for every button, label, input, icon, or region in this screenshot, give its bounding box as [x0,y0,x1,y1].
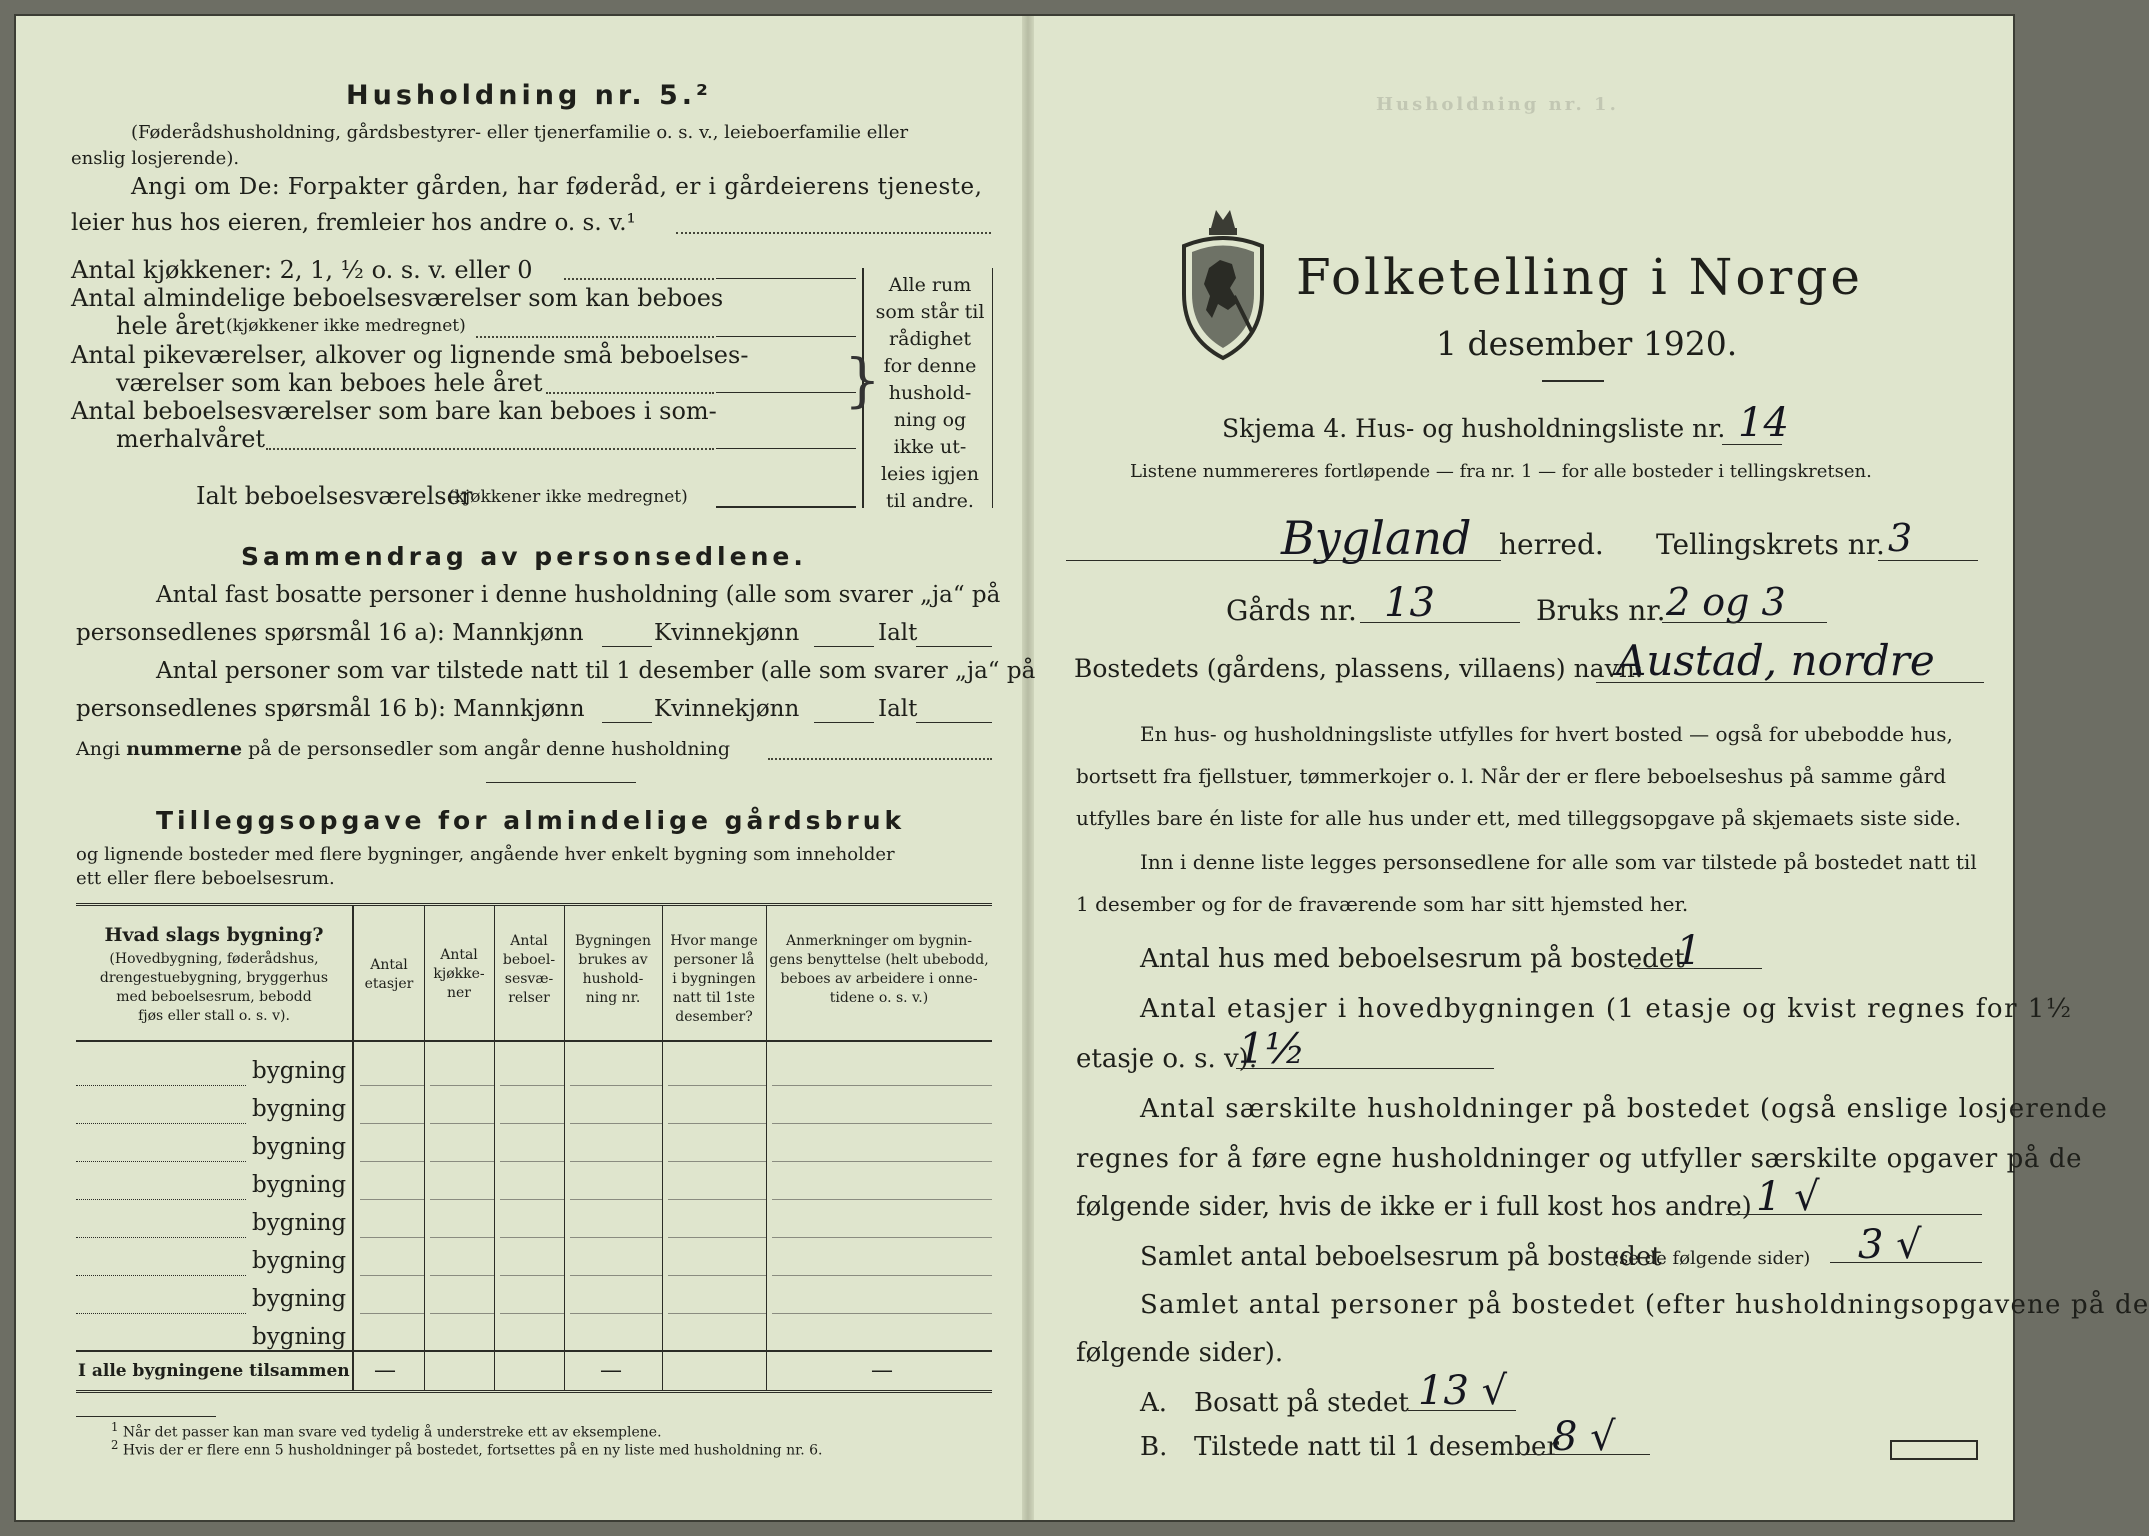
summer-rooms-answer-line [716,448,856,449]
building-cell-line [668,1123,766,1124]
col-remarks-header-line: gens benyttelse (helt ubebodd, [769,952,989,968]
ordinary-rooms-answer-line [716,336,856,337]
building-row [76,1128,992,1166]
summary-title: Sammendrag av personsedlene. [241,542,807,571]
building-row-label: bygning [252,1058,347,1084]
supplement-desc-2: ett eller flere beboelsesrum. [76,868,335,889]
resident-female-label: Kvinnekjønn [654,620,800,646]
col-household-header [564,932,662,1008]
floors-label-1: Antal etasjer i hovedbygningen (1 etasje og kvist regnes for 1½ [1140,994,2073,1024]
household-5-subtitle-1: (Føderådshusholdning, gårdsbestyrer- eller tjenerfamilie o. s. v., leieboerfamilie eller [131,122,909,143]
col-rooms-header-line: beboel- [502,952,556,968]
table-total-top-rule [76,1350,992,1352]
holding-number-label: Bruks nr. [1536,594,1666,627]
building-cell-line [430,1199,494,1200]
building-type-note-line: med beboelsesrum, bebodd [116,989,312,1005]
holding-number: 2 og 3 [1666,580,1786,624]
ordinary-rooms-label-1: Antal almindelige beboelsesværelser som kan beboes [71,284,724,312]
households-count: 1 √ [1756,1174,1820,1220]
building-cell-line [360,1237,424,1238]
resident-count-line [1408,1410,1516,1411]
col-rooms-header-line: Antal [510,933,548,949]
floors-label-2: etasje o. s. v). [1076,1044,1258,1074]
supplement-title: Tilleggsopgave for almindelige gårdsbruk [156,806,906,835]
total-persons-label-2: følgende sider). [1076,1338,1284,1368]
col-persons-header [662,932,766,1027]
building-type-note-line: (Hovedbygning, føderådshus, [109,951,319,967]
col-kitchens-header-line: ner [447,985,471,1001]
building-type-line [76,1085,246,1086]
present-total-label: Ialt [878,696,918,722]
ordinary-rooms-dots [476,336,714,338]
floors-count: 1½ [1238,1024,1306,1073]
bracket-right-rule [992,268,993,508]
residence-name-label: Bostedets (gårdens, plassens, villaens) navn: [1074,654,1644,683]
col-rooms-header-line: sesvæ- [504,971,554,987]
building-cell-line [500,1161,564,1162]
resident-total-label: Ialt [878,620,918,646]
houses-count-label: Antal hus med beboelsesrum på bostedet [1140,944,1685,974]
building-cell-line [772,1275,992,1276]
building-row-label: bygning [252,1172,347,1198]
total-floors-dash: — [374,1358,396,1383]
total-rooms-note: (kjøkkener ikke medregnet) [448,487,688,507]
households-count-line [1726,1214,1982,1215]
form-number-label: Skjema 4. Hus- og husholdningsliste nr. [1222,414,1726,443]
present-male-line [602,722,652,723]
floors-count-line [1236,1068,1494,1069]
building-cell-line [668,1237,766,1238]
farm-number-label: Gårds nr. [1226,594,1357,627]
table-bottom-rule [76,1390,992,1393]
building-row [76,1090,992,1128]
building-cell-line [772,1123,992,1124]
footnote-1-text: Når det passer kan man svare ved tydelig å understreke ett av eksemplene. [122,1424,662,1441]
col-rooms-header-line: relser [508,990,550,1006]
farm-number-line [1360,622,1520,623]
total-household-dash: — [600,1358,622,1383]
building-row [76,1280,992,1318]
col-kitchens-header [424,946,494,1003]
kitchens-answer-line [716,278,856,279]
municipality-label: herred. [1499,528,1604,561]
present-persons-line-2: personsedlenes spørsmål 16 b): Mannkjønn [76,696,585,722]
instructions-line-4: Inn i denne liste legges personsedlene for alle som var tilstede på bostedet natt til [1140,850,1977,874]
kitchens-dots [564,278,714,280]
building-cell-line [360,1161,424,1162]
page-fold [1022,16,1034,1520]
col-kitchens-header-line: Antal [440,947,478,963]
building-type-note-line: drengestuebygning, bryggerhus [99,970,329,986]
building-cell-line [668,1199,766,1200]
col-household-header-line: hushold- [582,971,644,987]
bracket-note-line: for denne [883,355,977,377]
resident-total-line [916,646,992,647]
ordinary-rooms-label-2: hele året [116,312,225,340]
total-remarks-dash: — [871,1358,893,1383]
summer-rooms-label-1: Antal beboelsesværelser som bare kan beboes i som- [71,397,717,425]
municipality-name: Bygland [1281,511,1472,565]
resident-male-line [602,646,652,647]
building-cell-line [360,1313,424,1314]
table-column-rule [766,906,767,1390]
building-cell-line [772,1161,992,1162]
holding-number-line [1662,622,1827,623]
census-date: 1 desember 1920. [1436,324,1738,363]
resident-count: 13 √ [1418,1368,1508,1414]
norway-coat-of-arms-icon [1176,206,1270,366]
building-row-label: bygning [252,1248,347,1274]
building-cell-line [772,1313,992,1314]
building-type-note-line: fjøs eller stall o. s. v). [138,1008,290,1024]
building-cell-line [430,1237,494,1238]
occupancy-question-2: leier hus hos eieren, fremleier hos andre o. s. v.¹ [71,210,636,236]
building-cell-line [668,1275,766,1276]
households-label-3: følgende sider, hvis de ikke er i full kost hos andre) [1076,1192,1752,1222]
col-household-header-line: Bygningen [575,933,651,949]
building-cell-line [668,1085,766,1086]
resident-letter: A. [1140,1388,1168,1418]
building-cell-line [570,1237,662,1238]
building-type-line [76,1123,246,1124]
building-cell-line [500,1313,564,1314]
building-type-line [76,1161,246,1162]
building-cell-line [500,1123,564,1124]
building-row [76,1242,992,1280]
enumeration-district-number: 3 [1888,516,1913,560]
present-persons-line-1: Antal personer som var tilstede natt til 1 desember (alle som svarer „ja“ på [156,658,1036,684]
building-cell-line [500,1085,564,1086]
maid-rooms-dots [546,392,714,394]
building-cell-line [668,1313,766,1314]
household-5-subtitle-2: enslig losjerende). [71,148,240,169]
bracket-note-line: hushold- [888,382,972,404]
instructions-line-3: utfylles bare én liste for alle hus under ett, med tilleggsopgave på skjemaets siste side. [1076,806,1961,830]
footnote-2-text: Hvis der er flere enn 5 husholdninger på bostedet, fortsettes på en ny liste med husholdning nr. 6. [122,1442,823,1459]
present-female-line [814,722,874,723]
building-cell-line [360,1085,424,1086]
building-cell-line [772,1237,992,1238]
col-rooms-header [494,932,564,1008]
resident-label: Bosatt på stedet [1194,1388,1409,1418]
residence-name-line [1596,682,1984,683]
present-label: Tilstede natt til 1 desember [1194,1432,1559,1462]
building-cell-line [570,1085,662,1086]
building-cell-line [570,1199,662,1200]
building-row-label: bygning [252,1324,347,1350]
instructions-line-1: En hus- og husholdningsliste utfylles for hvert bosted — også for ubebodde hus, [1140,722,1953,746]
col-kitchens-header-line: kjøkke- [433,966,485,982]
census-form-sheet [14,14,2149,1522]
district-line [1878,560,1978,561]
resident-female-line [814,646,874,647]
households-label-1: Antal særskilte husholdninger på bostedet (også enslige losjerende [1140,1094,2108,1124]
building-row-label: bygning [252,1134,347,1160]
residence-name: Austad, nordre [1616,636,1935,685]
col-floors-header [354,956,424,994]
footnote-rule [76,1416,216,1417]
household-5-title: Husholdning nr. 5.² [346,80,712,111]
table-column-rule [662,906,663,1390]
occupancy-answer-line [676,232,991,234]
resident-persons-line-1: Antal fast bosatte personer i denne husholdning (alle som svarer „ja“ på [156,582,1001,608]
bracket-brace: } [844,346,881,414]
person-numbers-label [76,738,730,760]
present-count: 8 √ [1552,1414,1616,1460]
total-rooms-place-label: Samlet antal beboelsesrum på bostedet [1140,1242,1662,1272]
col-household-header-line: ning nr. [585,990,641,1006]
maid-rooms-label-1: Antal pikeværelser, alkover og lignende små beboelses- [71,341,749,369]
bracket-note-line: Alle rum [888,274,972,296]
building-cell-line [500,1275,564,1276]
building-cell-line [360,1123,424,1124]
col-persons-header-line: i bygningen [672,971,756,987]
table-column-rule [564,906,565,1390]
present-count-line [1526,1454,1650,1455]
table-column-rule [424,906,425,1390]
maid-rooms-answer-line [716,392,856,393]
person-numbers-line [768,758,992,760]
building-cell-line [570,1275,662,1276]
houses-count-line [1634,968,1762,969]
list-number-line [1722,444,1782,445]
total-rooms-place-note: (se de følgende sider) [1612,1248,1811,1269]
total-rooms-answer-line [716,506,856,508]
col-household-header-line: brukes av [578,952,648,968]
farm-number: 13 [1384,580,1435,626]
rooms-bracket-note [874,272,986,515]
col-persons-header-line: desember? [675,1009,753,1025]
summary-divider [486,782,636,783]
bracket-note-line: ikke ut- [893,436,967,458]
col-floors-header-line: Antal [370,957,408,973]
building-cell-line [500,1237,564,1238]
building-cell-line [500,1199,564,1200]
nummerne-word: nummerne [126,738,243,760]
building-cell-line [668,1161,766,1162]
building-cell-line [430,1275,494,1276]
total-rooms-place-count: 3 √ [1858,1222,1922,1268]
title-divider [1542,380,1604,382]
footnote-1: $^1$ Når det passer kan man svare ved tydelig å understreke ett av eksemplene. [111,1420,662,1441]
building-cell-line [772,1085,992,1086]
building-cell-line [360,1199,424,1200]
building-cell-line [430,1085,494,1086]
ordinary-rooms-note: (kjøkkener ikke medregnet) [226,316,466,336]
table-column-rule [494,906,495,1390]
kitchens-label: Antal kjøkkener: 2, 1, ½ o. s. v. eller 0 [71,256,533,284]
angi-word: Angi [76,738,121,760]
building-cell-line [430,1161,494,1162]
col-persons-header-line: personer lå [673,952,755,968]
building-row-label: bygning [252,1096,347,1122]
building-cell-line [570,1161,662,1162]
building-row-label: bygning [252,1210,347,1236]
occupancy-question-1: Angi om De: Forpakter gården, har føderåd, er i gårdeierens tjeneste, [131,174,983,200]
present-total-line [916,722,992,723]
bracket-note-line: ning og [893,409,967,431]
resident-persons-line-2: personsedlenes spørsmål 16 a): Mannkjønn [76,620,584,646]
numbering-note: Listene nummereres fortløpende — fra nr. 1 — for alle bosteder i tellingskretsen. [1130,461,1872,482]
present-female-label: Kvinnekjønn [654,696,800,722]
bracket-note-line: leies igjen [880,463,980,485]
building-cell-line [570,1123,662,1124]
summer-rooms-dots [266,448,714,450]
summer-rooms-label-2: merhalvåret [116,425,266,453]
col-remarks-header-line: beboes av arbeidere i onne- [780,971,978,987]
houses-count: 1 [1676,928,1702,974]
total-rooms-place-line [1830,1262,1982,1263]
col-remarks-header-line: tidene o. s. v.) [829,990,929,1006]
building-type-line [76,1313,246,1314]
instructions-line-5: 1 desember og for de fraværende som har sitt hjemsted her. [1076,892,1689,916]
table-header-rule [76,1040,992,1042]
printer-stamp [1890,1440,1978,1460]
total-rooms-label: Ialt beboelsesværelser [196,482,473,510]
col-persons-header-line: natt til 1ste [672,990,756,1006]
bleed-through-text: Husholdning nr. 1. [1376,94,1619,115]
households-label-2: regnes for å føre egne husholdninger og utfyller særskilte opgaver på de [1076,1144,2083,1174]
col-building-type-note [76,950,352,1026]
instructions-line-2: bortsett fra fjellstuer, tømmerkojer o. l. Når der er flere beboelseshus på samme gård [1076,764,1947,788]
bracket-note-line: rådighet [889,328,971,350]
household-list-number: 14 [1738,400,1789,446]
building-row-label: bygning [252,1286,347,1312]
table-column-rule [352,906,354,1390]
building-cell-line [570,1313,662,1314]
table-top-rule [76,903,992,906]
building-cell-line [430,1123,494,1124]
supplement-desc-1: og lignende bosteder med flere bygninger, angående hver enkelt bygning som inneholder [76,844,895,865]
col-remarks-header-line: Anmerkninger om bygnin- [786,933,972,949]
person-numbers-text: på de personsedler som angår denne husholdning [248,738,731,760]
building-cell-line [430,1313,494,1314]
col-remarks-header [766,932,992,1008]
bracket-note-line: til andre. [886,490,974,512]
building-row [76,1204,992,1242]
col-floors-header-line: etasjer [364,976,414,992]
building-row [76,1052,992,1090]
enumeration-district-label: Tellingskrets nr. [1656,528,1885,561]
bracket-note-line: som står til [875,301,985,323]
census-title: Folketelling i Norge [1296,248,1863,306]
total-buildings-label: I alle bygningene tilsammen [78,1361,350,1381]
building-row [76,1166,992,1204]
col-building-type-header: Hvad slags bygning? [104,924,324,946]
building-type-line [76,1199,246,1200]
footnote-2: $^2$ Hvis der er flere enn 5 husholdninger på bostedet, fortsettes på en ny liste med husholdning nr. 6. [111,1438,823,1459]
building-type-line [76,1275,246,1276]
maid-rooms-label-2: værelser som kan beboes hele året [116,369,543,397]
col-persons-header-line: Hvor mange [670,933,758,949]
building-cell-line [772,1199,992,1200]
building-cell-line [360,1275,424,1276]
total-persons-label-1: Samlet antal personer på bostedet (efter husholdningsopgavene på de [1140,1290,2149,1320]
present-letter: B. [1140,1432,1168,1462]
building-type-line [76,1237,246,1238]
